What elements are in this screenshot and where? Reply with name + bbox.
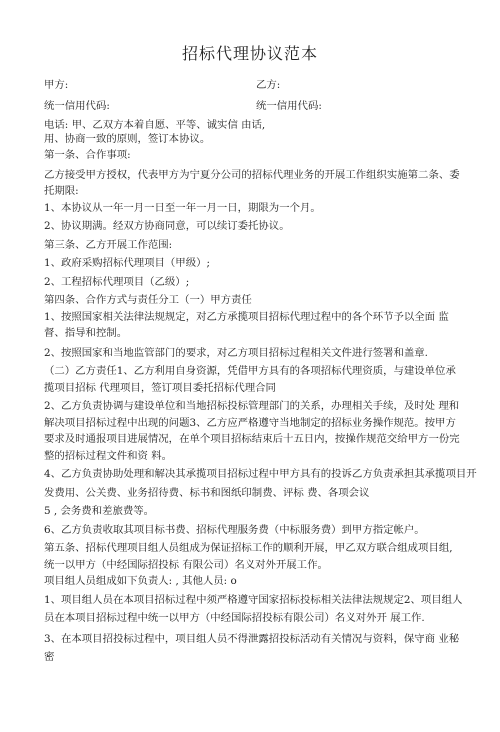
credit-code-a: 统一信用代码: [44, 100, 110, 112]
body-line: 整的招标过程文件和资 料。 [44, 449, 172, 462]
body-line: 2、乙方负责协调与建设单位和当地招标投标管理部门的关系，办理相关手续，及时处 理和 [44, 400, 460, 412]
body-line: 1、本协议从一年一月一日至一年一月一日，期限为一个月。 [44, 201, 321, 214]
body-line: 用、协商一致的原则，签订本协议。 [44, 132, 211, 145]
body-line: 电话: 甲、乙双方本着自愿、平等、诚实信 由话, [44, 119, 266, 131]
body-line: 1、项目组人员在本项目招标过程中须严格遵守国家招标投标相关法律法规规定2、项目组人 [44, 593, 463, 606]
party-b-label: 乙方: [256, 79, 281, 91]
body-line: 发费用、公关费、业务招待费、标书和图纸印制费、评标 费、各项会议 [44, 486, 370, 499]
body-line: 托期限: [44, 185, 79, 197]
body-line: 项目组人员组成如下负责人: , 其他人员: o [44, 575, 237, 587]
body-line: 2、协议期满。经双方协商同意，可以续订委托协议。 [44, 220, 290, 232]
document-title: 招标代理协议范本 [181, 44, 318, 63]
body-line: 4、乙方负责协助处理和解决其承揽项目招标过程中甲方具有的投诉乙方负责承担其承揽项目开 [44, 468, 477, 480]
body-line: 揽项目招标 代理项目，签订项目委托招标代理合同 [44, 381, 276, 394]
body-line: 解决项目招标过程中出现的问题3、乙方应严格遵守当地制定的招标业务操作规范。按甲方 [44, 416, 456, 429]
section-heading: 第三条、乙方开展工作范围: [44, 238, 173, 251]
body-line: 2、按照国家和当地监管部门的要求，对乙方项目招标过程相关文件进行签署和盖章. [44, 346, 428, 359]
body-line: 1、政府采购招标代理项目（甲级）; [44, 257, 210, 269]
body-line: 密 [44, 651, 55, 663]
body-line: 要求及时通报项目进展情况，在单个项目招标结束后十五日内，按操作规范交给甲方一份完 [44, 433, 460, 445]
body-line: 5 , 会务费和差旅费等。 [44, 505, 155, 517]
body-line: 2、工程招标代理项目（乙级）; [44, 275, 190, 288]
body-line: 统一以甲方（中经国际招投标 有限公司）名义对外开展工作。 [44, 558, 328, 571]
body-line: 督、指导和控制。 [44, 327, 128, 339]
section-heading: 第四条、合作方式与责任分工（一）甲方责任 [44, 294, 252, 306]
body-line: （二）乙方责任1、乙方利用自身资源，凭借甲方具有的各项招标代理资质，与建设单位承 [44, 365, 456, 377]
body-line: 6、乙方负责收取其项目标书费、招标代理服务费（中标服务费）到甲方指定帐户。 [44, 523, 425, 536]
body-line: 1、按照国家相关法律法规规定，对乙方承揽项目招标代理过程中的各个环节予以全面 监 [44, 310, 449, 323]
body-line: 3、在本项目招投标过程中，项目组人员不得泄露招投标活动有关情况与资料，保守商 业秘 [44, 632, 460, 645]
section-heading: 第五条、招标代理项目组人员组成为保证招标工作的顺利开展，甲乙双方联合组成项目组, [44, 542, 453, 554]
contract-body [44, 117, 477, 666]
party-a-label: 甲方: [44, 79, 69, 91]
credit-code-b: 统一信用代码: [256, 100, 322, 112]
section-heading: 第一条、合作事项: [44, 149, 131, 161]
body-line: 员在本项目招标过程中统一以甲方（中经国际招投标有限公司）名义对外开 展工作. [44, 612, 425, 624]
body-line: 乙方接受甲方授权，代表甲方为宁夏分公司的招标代理业务的开展工作组织实施第二条、委 [44, 168, 460, 181]
